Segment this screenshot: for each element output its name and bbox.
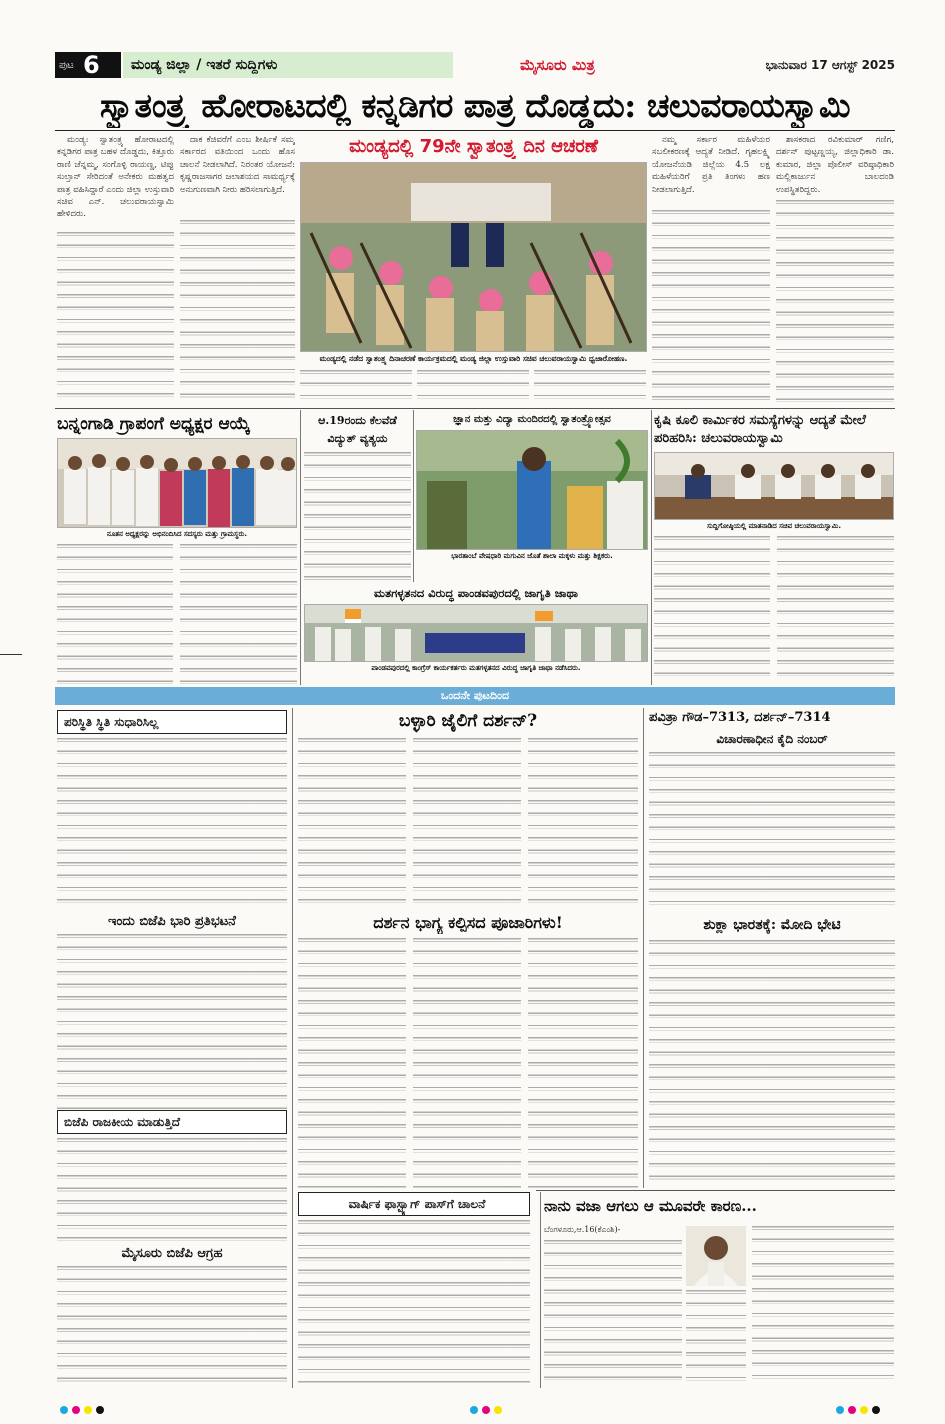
modi-headline: ಶುಕ್ಲಾ ಭಾರತಕ್ಕೆ: ಮೋದಿ ಭೇಟಿ	[703, 917, 841, 933]
registration-mark-cyan	[60, 1406, 68, 1414]
school-headline: ಜ್ಞಾನ ಮತ್ತು ವಿದ್ಯಾ ಮಂದಿರದಲ್ಲಿ ಸ್ವಾತಂತ್ರ್ಯೋತ್ಸವ	[453, 414, 611, 425]
lead-under-1-lines	[300, 370, 412, 404]
jatha-caption: ಪಾಂಡವಪುರದಲ್ಲಿ ಕಾಂಗ್ರೆಸ್ ಕಾರ್ಯಕರ್ತರು ಮತಗಳ್ಳತನದ ವಿರುದ್ಧ ಜಾಗೃತಿ ಜಾಥಾ ನಡೆಸಿದರು.	[304, 663, 648, 685]
rally-illustration	[305, 605, 648, 662]
sacked-col-2-lines	[752, 1226, 894, 1384]
sacked-col-1-lines	[544, 1240, 682, 1384]
farmers-col-2-lines	[777, 536, 894, 684]
page-header	[55, 52, 895, 78]
registration-mark-black-3	[872, 1406, 880, 1414]
group-photo-illustration	[58, 439, 297, 528]
photo-title: ಮಂಡ್ಯದಲ್ಲಿ 79ನೇ ಸ್ವಾತಂತ್ರ್ಯ ದಿನ ಆಚರಣೆ	[349, 136, 598, 157]
jatha-photo	[304, 604, 648, 662]
fastag-headline: ವಾರ್ಷಿಕ ಫಾಸ್ಟ್ಯಾಗ್ ಪಾಸ್‌ಗೆ ಚಾಲನೆ	[298, 1192, 530, 1216]
mysuru-bjp-lines	[57, 1266, 287, 1384]
bjp-politics-headline: ಬಿಜೆಪಿ ರಾಜಕೀಯ ಮಾಡುತ್ತಿದೆ	[57, 1110, 287, 1134]
lead-photo-caption: ಮಂಡ್ಯದಲ್ಲಿ ನಡೆದ ಸ್ವಾತಂತ್ರ್ಯ ದಿನಾಚರಣೆ ಕಾರ್ಯಕ್ರಮದಲ್ಲಿ ಮಂಡ್ಯ ಜಿಲ್ಲಾ ಉಸ್ತುವಾರಿ ಸಚಿವ ಚಲುವರಾಯಸ್ವಾಮಿ ಧ್ವಜಾರೋಹಣ.	[300, 353, 647, 365]
bannangadi-col-1-lines	[57, 544, 173, 684]
lead-bottom-rule	[55, 408, 895, 409]
sacked-top-rule	[536, 1190, 895, 1191]
parade-illustration	[301, 163, 647, 352]
bellary-col-3-lines	[528, 738, 638, 910]
farmers-headline: ಕೃಷಿ ಕೂಲಿ ಕಾರ್ಮಿಕರ ಸಮಸ್ಯೆಗಳನ್ನು ಆದ್ಯತೆ ಮೇಲೆ ಪರಿಹರಿಸಿ: ಚಲುವರಾಯಸ್ವಾಮಿ	[654, 413, 866, 446]
bellary-headline: ಬಳ್ಳಾರಿ ಜೈಲಿಗೆ ದರ್ಶನ್?	[398, 711, 538, 731]
registration-mark-cyan-2	[470, 1406, 478, 1414]
lead-under-2-lines	[417, 370, 529, 404]
page-number-box	[55, 52, 121, 78]
bellary-col-2-lines	[413, 738, 521, 910]
mysuru-bjp-headline: ಮೈಸೂರು ಬಿಜೆಪಿ ಆಗ್ರಹ	[121, 1246, 223, 1261]
registration-mark-yellow	[84, 1406, 92, 1414]
pooja-col-3-lines	[528, 938, 638, 1188]
bjp-protest-lines	[57, 934, 287, 1109]
situation-headline: ಪರಿಸ್ಥಿತಿ ಸ್ಥಿತಿ ಸುಧಾರಿಸಿಲ್ಲ	[57, 710, 287, 734]
crop-mark	[0, 654, 22, 655]
sacked-under-photo-lines	[686, 1290, 746, 1384]
sacked-portrait	[686, 1226, 746, 1286]
continued-bar: ಒಂದನೇ ಪುಟದಿಂದ	[55, 687, 895, 705]
divider-5	[643, 708, 644, 1188]
lead-col-2-lines	[180, 220, 295, 404]
lead-col-2-text: ದಾಕ ಕೆಜಿವರೆಗೆ ಎಂಬ ಶೀರ್ಷಿಕೆ ಸಮ್ಮ ಸರ್ಕಾರದ ವತಿಯಿಂದ ಒಂದು ಹೊಸ ಚಾಲನೆ ನೀಡಲಾಗಿದೆ. ನಿರಂತರ ಯೋಜನೆ: ಕೃಷ್ಣರಾಜಸಾಗರ ಜಲಾಶಯದ ಸಾಮರ್ಥ್ಯಕ್ಕೆ ಅನುಗುಣವಾಗಿ ನೀರು ಹರಿಸಲಾಗುತ್ತಿದೆ.	[180, 135, 295, 195]
bannangadi-caption: ನೂತನ ಅಧ್ಯಕ್ಷರನ್ನು ಅಭಿನಂದಿಸಿದ ಸದಸ್ಯರು ಮತ್ತು ಗ್ರಾಮಸ್ಥರು.	[57, 529, 297, 540]
power-headline: ಆ.19ರಂದು ಕೆಲವೆಡೆ ವಿದ್ಯುತ್ ವ್ಯತ್ಯಯ	[318, 414, 397, 445]
school-photo	[416, 430, 648, 550]
registration-mark-yellow-2	[494, 1406, 502, 1414]
lead-photo	[300, 162, 647, 352]
bjp-politics-lines	[57, 1138, 287, 1242]
bannangadi-headline: ಬನ್ನಂಗಾಡಿ ಗ್ರಾಪಂಗೆ ಅಧ್ಯಕ್ಷರ ಆಯ್ಕೆ	[57, 414, 251, 434]
pavithra-subheadline: ವಿಚಾರಣಾಧೀನ ಕೈದಿ ನಂಬರ್	[716, 732, 828, 746]
masthead-logo: ಮೈಸೂರು ಮಿತ್ರ	[520, 56, 595, 74]
lead-col-6-text: ಶಾಸಕರಾದ ರವಿಕುಮಾರ್ ಗಣಿಗ, ದರ್ಶನ್ ಪುಟ್ಟಣ್ಣಯ್ಯ, ಜಿಲ್ಲಾಧಿಕಾರಿ ಡಾ. ಕುಮಾರ, ಜಿಲ್ಲಾ ಪೊಲೀಸ್ ವರಿಷ್ಠಾಧಿಕಾರಿ ಮಲ್ಲಿಕಾರ್ಜುನ ಬಾಲದಂಡಿ ಉಪಸ್ಥಿತರಿದ್ದರು.	[776, 135, 894, 195]
lead-col-1-text: ಮಂಡ್ಯ: ಸ್ವಾತಂತ್ರ್ಯ ಹೋರಾಟದಲ್ಲಿ ಕನ್ನಡಿಗರ ಪಾತ್ರ ಬಹಳ ದೊಡ್ಡದು, ಕಿತ್ತೂರು ರಾಣಿ ಚೆನ್ನಮ್ಮ, ಸಂಗೊಳ್ಳಿ ರಾಯಣ್ಣ, ಟಿಪ್ಪು ಸುಲ್ತಾನ್ ಸೇರಿದಂತೆ ಅನೇಕರು ಮಹತ್ವದ ಪಾತ್ರ ವಹಿಸಿದ್ದಾರೆ ಎಂದು ಜಿಲ್ಲಾ ಉಸ್ತುವಾರಿ ಸಚಿವ ಎನ್. ಚಲುವರಾಯಸ್ವಾಮಿ ಹೇಳಿದರು.	[57, 135, 174, 220]
school-event-illustration	[417, 431, 648, 550]
modi-lines	[649, 940, 895, 1186]
divider-4	[292, 708, 293, 1388]
farmers-photo	[654, 452, 894, 520]
divider-1	[300, 410, 301, 685]
power-lines	[304, 452, 411, 582]
farmers-col-1-lines	[654, 536, 770, 684]
lead-col-6-lines	[776, 200, 894, 404]
farmers-caption: ಸುದ್ದಿಗೋಷ್ಠಿಯಲ್ಲಿ ಮಾತನಾಡಿದ ಸಚಿವ ಚಲುವರಾಯಸ್ವಾಮಿ.	[654, 521, 894, 532]
jatha-headline: ಮತಗಳ್ಳತನದ ವಿರುದ್ಧ ಪಾಂಡವಪುರದಲ್ಲಿ ಜಾಗೃತಿ ಜಾಥಾ	[374, 586, 578, 600]
pooja-col-1-lines	[298, 938, 406, 1188]
registration-mark-magenta-3	[848, 1406, 856, 1414]
lead-col-5-text: ನಮ್ಮ ಸರ್ಕಾರ ಮಹಿಳೆಯರ ಸಬಲೀಕರಣಕ್ಕೆ ಆದ್ಯತೆ ನೀಡಿದೆ. ಗೃಹಲಕ್ಷ್ಮಿ ಯೋಜನೆಯಡಿ ಜಿಲ್ಲೆಯ 4.5 ಲಕ್ಷ ಮಹಿಳೆಯರಿಗೆ ಪ್ರತಿ ತಿಂಗಳು ಹಣ ನೀಡಲಾಗುತ್ತಿದೆ.	[652, 135, 770, 195]
headline-rule	[55, 130, 895, 131]
situation-lines	[57, 738, 287, 910]
registration-mark-magenta	[72, 1406, 80, 1414]
bellary-col-1-lines	[298, 738, 406, 910]
divider-6	[540, 1192, 541, 1388]
pooja-col-2-lines	[413, 938, 521, 1188]
lead-headline: ಸ್ವಾತಂತ್ರ್ಯ ಹೋರಾಟದಲ್ಲಿ ಕನ್ನಡಿಗರ ಪಾತ್ರ ದೊಡ್ಡದು: ಚಲುವರಾಯಸ್ವಾಮಿ	[99, 86, 851, 125]
divider-2	[413, 410, 414, 582]
page-label: ಪುಟ	[59, 59, 74, 71]
lead-col-5-lines	[652, 210, 770, 404]
fastag-lines	[298, 1220, 530, 1384]
press-meet-illustration	[655, 453, 894, 520]
pooja-headline: ದರ್ಶನ ಭಾಗ್ಯ ಕಲ್ಪಿಸದ ಪೂಜಾರಿಗಳು!	[373, 913, 563, 932]
registration-mark-cyan-3	[836, 1406, 844, 1414]
issue-date: ಭಾನುವಾರ 17 ಆಗಸ್ಟ್ 2025	[765, 58, 895, 72]
registration-mark-magenta-2	[482, 1406, 490, 1414]
bannangadi-photo	[57, 438, 297, 528]
registration-mark-yellow-3	[860, 1406, 868, 1414]
bjp-protest-headline: ಇಂದು ಬಿಜೆಪಿ ಭಾರಿ ಪ್ರತಿಭಟನೆ	[108, 914, 236, 929]
registration-mark-black	[96, 1406, 104, 1414]
pavithra-lines	[649, 752, 895, 912]
sacked-dateline: ಬೆಂಗಳೂರು,ಆ.16(ಕೆಎಂಶಿ)-	[544, 1225, 621, 1234]
bannangadi-col-2-lines	[180, 544, 297, 684]
school-caption: ಭಾರತಾಂಬೆ ವೇಷಧಾರಿ ಮಗುವಿನ ಜೊತೆ ಶಾಲಾ ಮಕ್ಕಳು ಮತ್ತು ಶಿಕ್ಷಕರು.	[416, 551, 648, 573]
divider-3	[651, 410, 652, 685]
sacked-headline: ನಾನು ವಜಾ ಆಗಲು ಆ ಮೂವರೇ ಕಾರಣ...	[544, 1197, 757, 1215]
section-title: ಮಂಡ್ಯ ಜಿಲ್ಲಾ / ಇತರೆ ಸುದ್ದಿಗಳು	[123, 52, 453, 78]
page-number: 6	[83, 51, 100, 79]
lead-under-3-lines	[534, 370, 646, 404]
sacked-dateline-box	[544, 1224, 682, 1238]
lead-col-1-lines	[57, 232, 174, 404]
portrait-illustration	[686, 1226, 746, 1286]
pavithra-headline: ಪವಿತ್ರಾ ಗೌಡ–7313, ದರ್ಶನ್–7314	[649, 710, 831, 725]
